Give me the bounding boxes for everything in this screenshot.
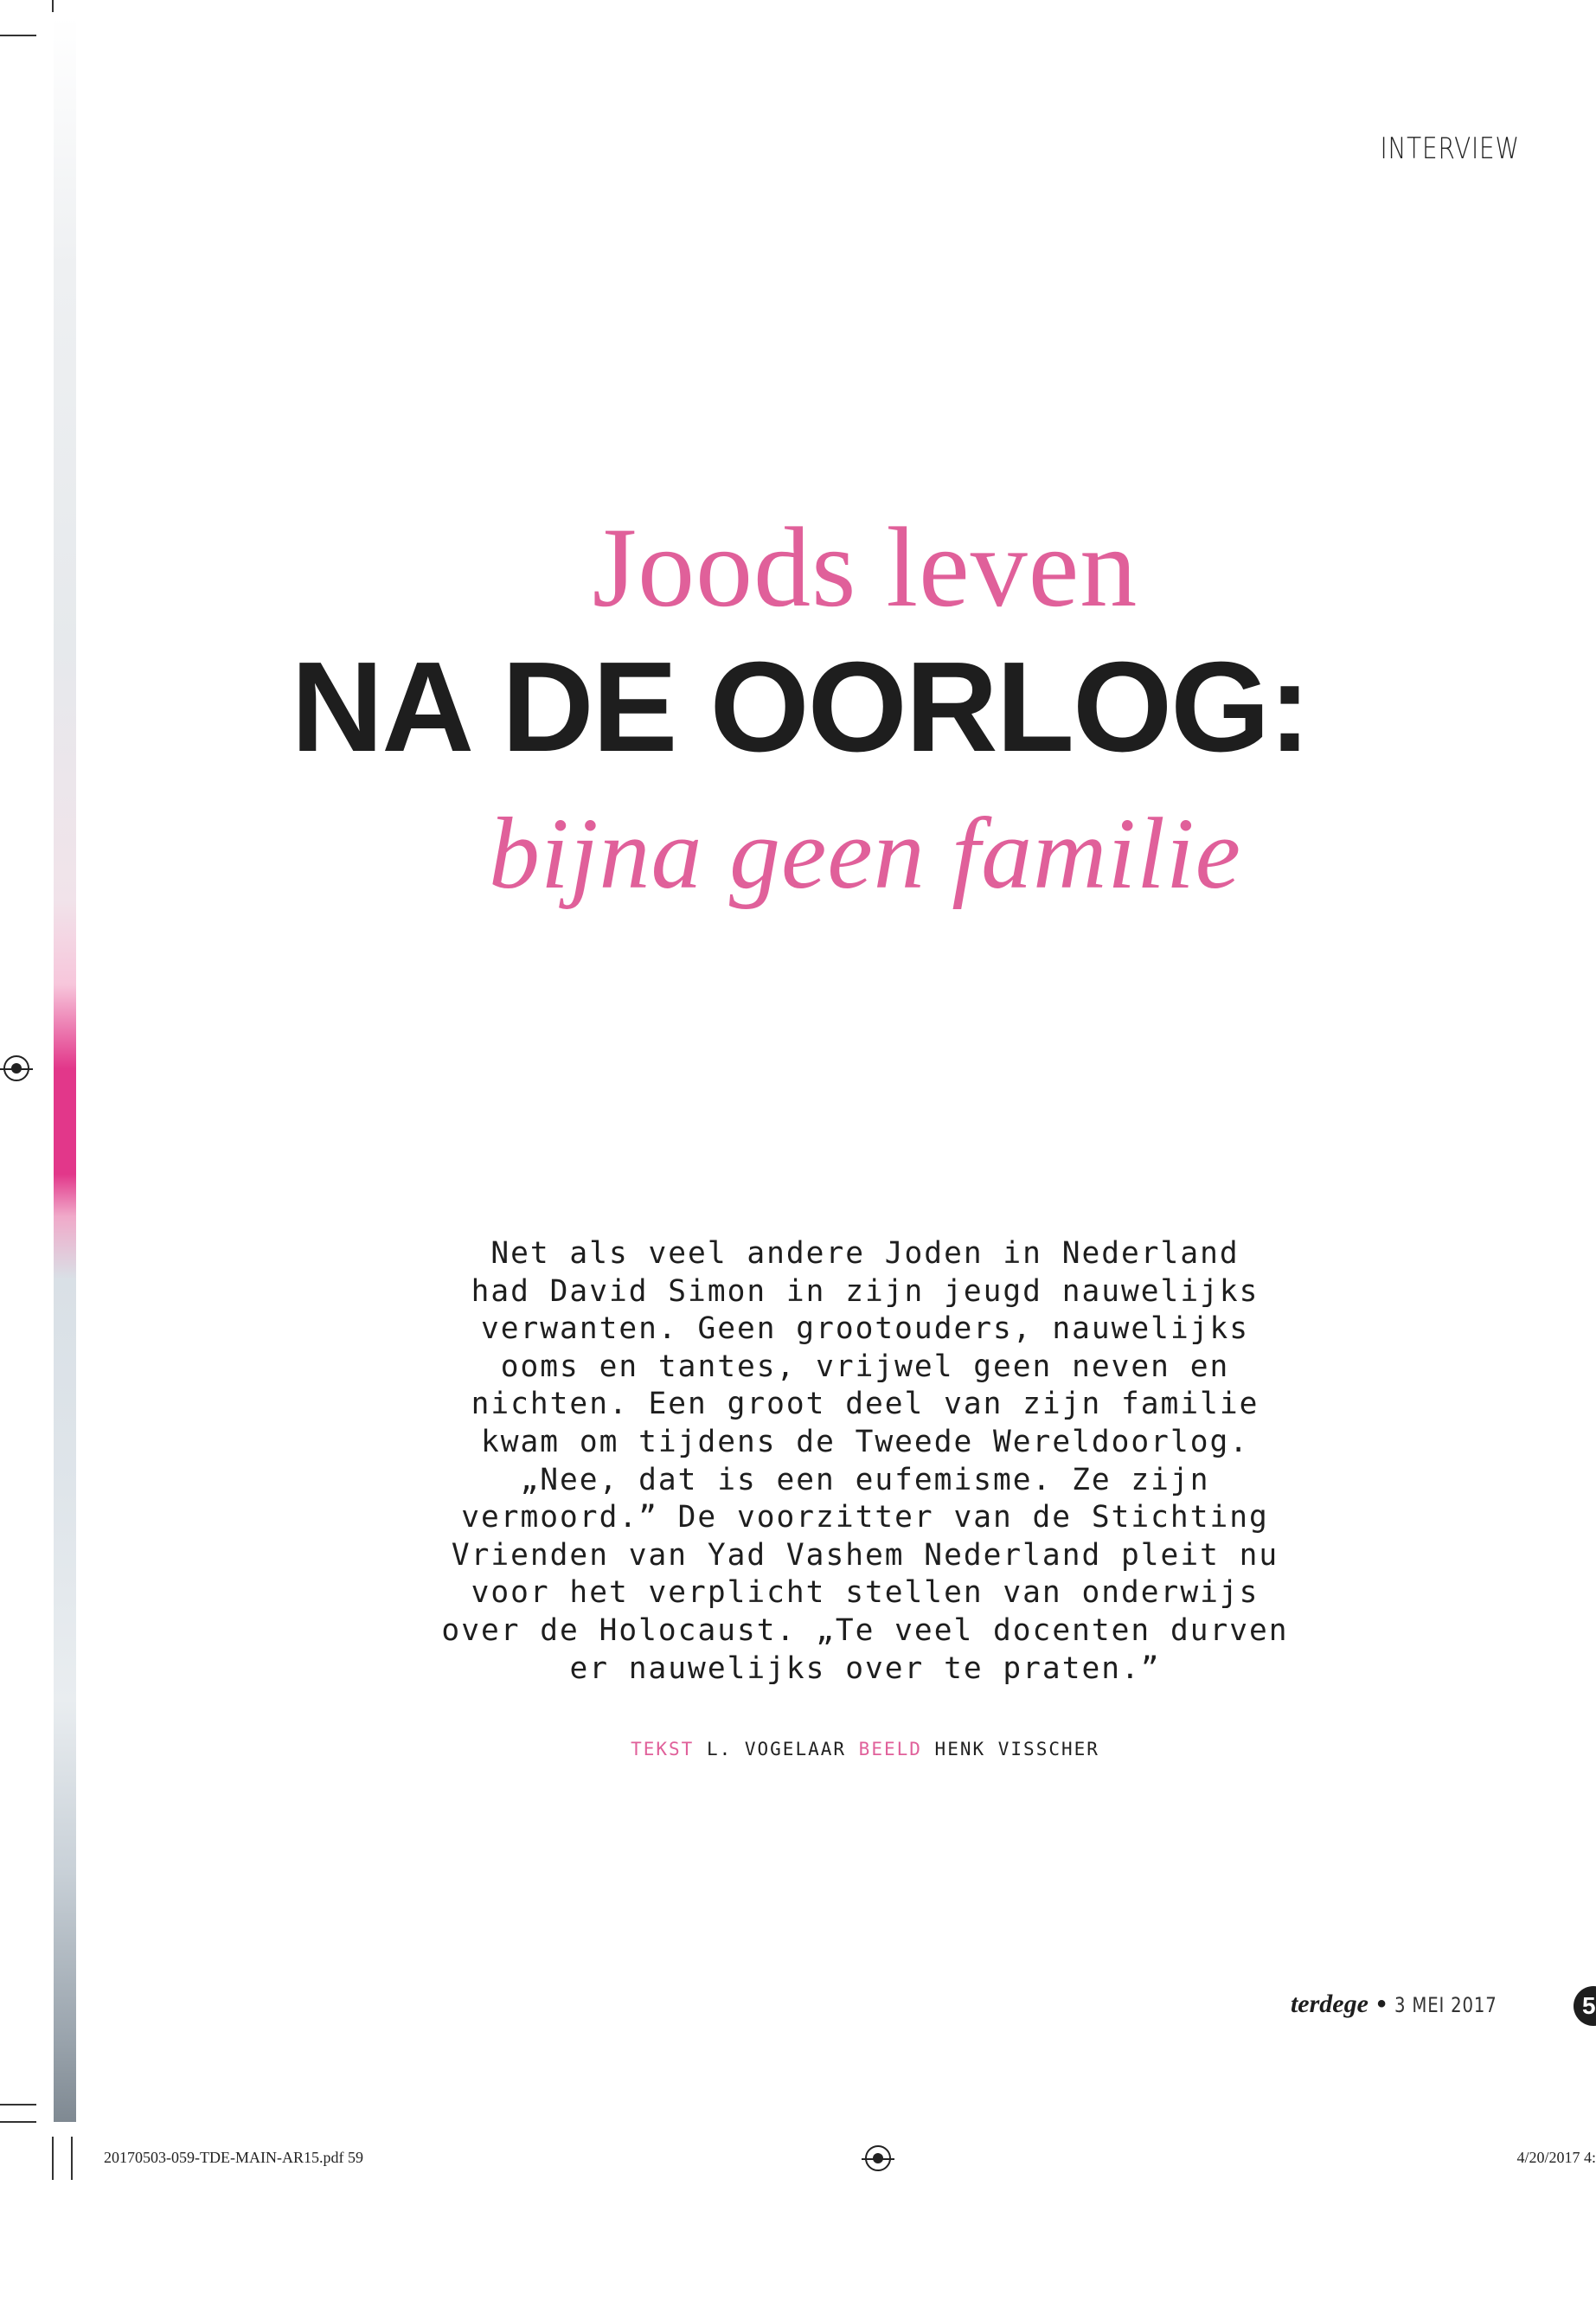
intro-line: over de Holocaust. „Te veel docenten durven [441, 1612, 1289, 1648]
intro-line: vermoord.” De voorzitter van de Stichting [461, 1500, 1269, 1535]
crop-mark-bottom-left-v [52, 2137, 54, 2180]
footer-separator: • [1376, 1990, 1387, 2018]
page-number: 5 [1574, 1986, 1596, 2026]
edge-photo-strip [54, 16, 76, 2122]
intro-line: nichten. Een groot deel van zijn familie [471, 1387, 1259, 1422]
print-slug-datetime: 4/20/2017 4: [1516, 2149, 1596, 2166]
page-footer [1291, 1990, 1520, 2019]
crop-mark-bottom-left-h [0, 2104, 36, 2106]
headline-line-3: bijna geen familie [488, 797, 1242, 910]
crop-mark-top-left-v [52, 0, 54, 12]
text-credit-label: TEKST [631, 1739, 695, 1759]
intro-line: verwanten. Geen grootouders, nauwelijks [480, 1311, 1250, 1347]
intro-line: „Nee, dat is een eufemisme. Ze zijn [520, 1462, 1210, 1497]
issue-date: 3 MEI 2017 [1394, 1993, 1497, 2017]
intro-paragraph [424, 1235, 1306, 1688]
byline [519, 1739, 1211, 1759]
crop-mark-bottom-left-v2 [71, 2137, 73, 2180]
magazine-name: terdege [1290, 1990, 1368, 2018]
registration-mark-left [3, 1055, 29, 1081]
image-credit-author: HENK VISSCHER [934, 1739, 1099, 1759]
headline-line-1: Joods leven [592, 503, 1138, 631]
intro-line: voor het verplicht stellen van onderwijs [471, 1575, 1259, 1611]
crop-mark-bottom-left-h2 [0, 2121, 36, 2123]
print-slug-filename: 20170503-059-TDE-MAIN-AR15.pdf 59 [104, 2149, 363, 2166]
image-credit-label: BEELD [858, 1739, 922, 1759]
intro-line: kwam om tijdens de Tweede Wereldoorlog. [480, 1424, 1250, 1459]
headline-line-2: NA DE OORLOG: [291, 636, 1310, 779]
intro-line: had David Simon in zijn jeugd nauwelijks [471, 1273, 1259, 1309]
crop-mark-top-left-h [0, 35, 36, 36]
text-credit-author: L. VOGELAAR [706, 1739, 847, 1759]
registration-mark-bottom [865, 2145, 891, 2171]
section-label: INTERVIEW [1380, 131, 1520, 166]
headline [285, 503, 1445, 910]
intro-line: Net als veel andere Joden in Nederland [490, 1236, 1240, 1271]
intro-line: Vrienden van Yad Vashem Nederland pleit nu [451, 1537, 1279, 1573]
intro-line: ooms en tantes, vrijwel geen neven en [500, 1349, 1230, 1384]
intro-line: er nauwelijks over te praten.” [569, 1650, 1161, 1686]
